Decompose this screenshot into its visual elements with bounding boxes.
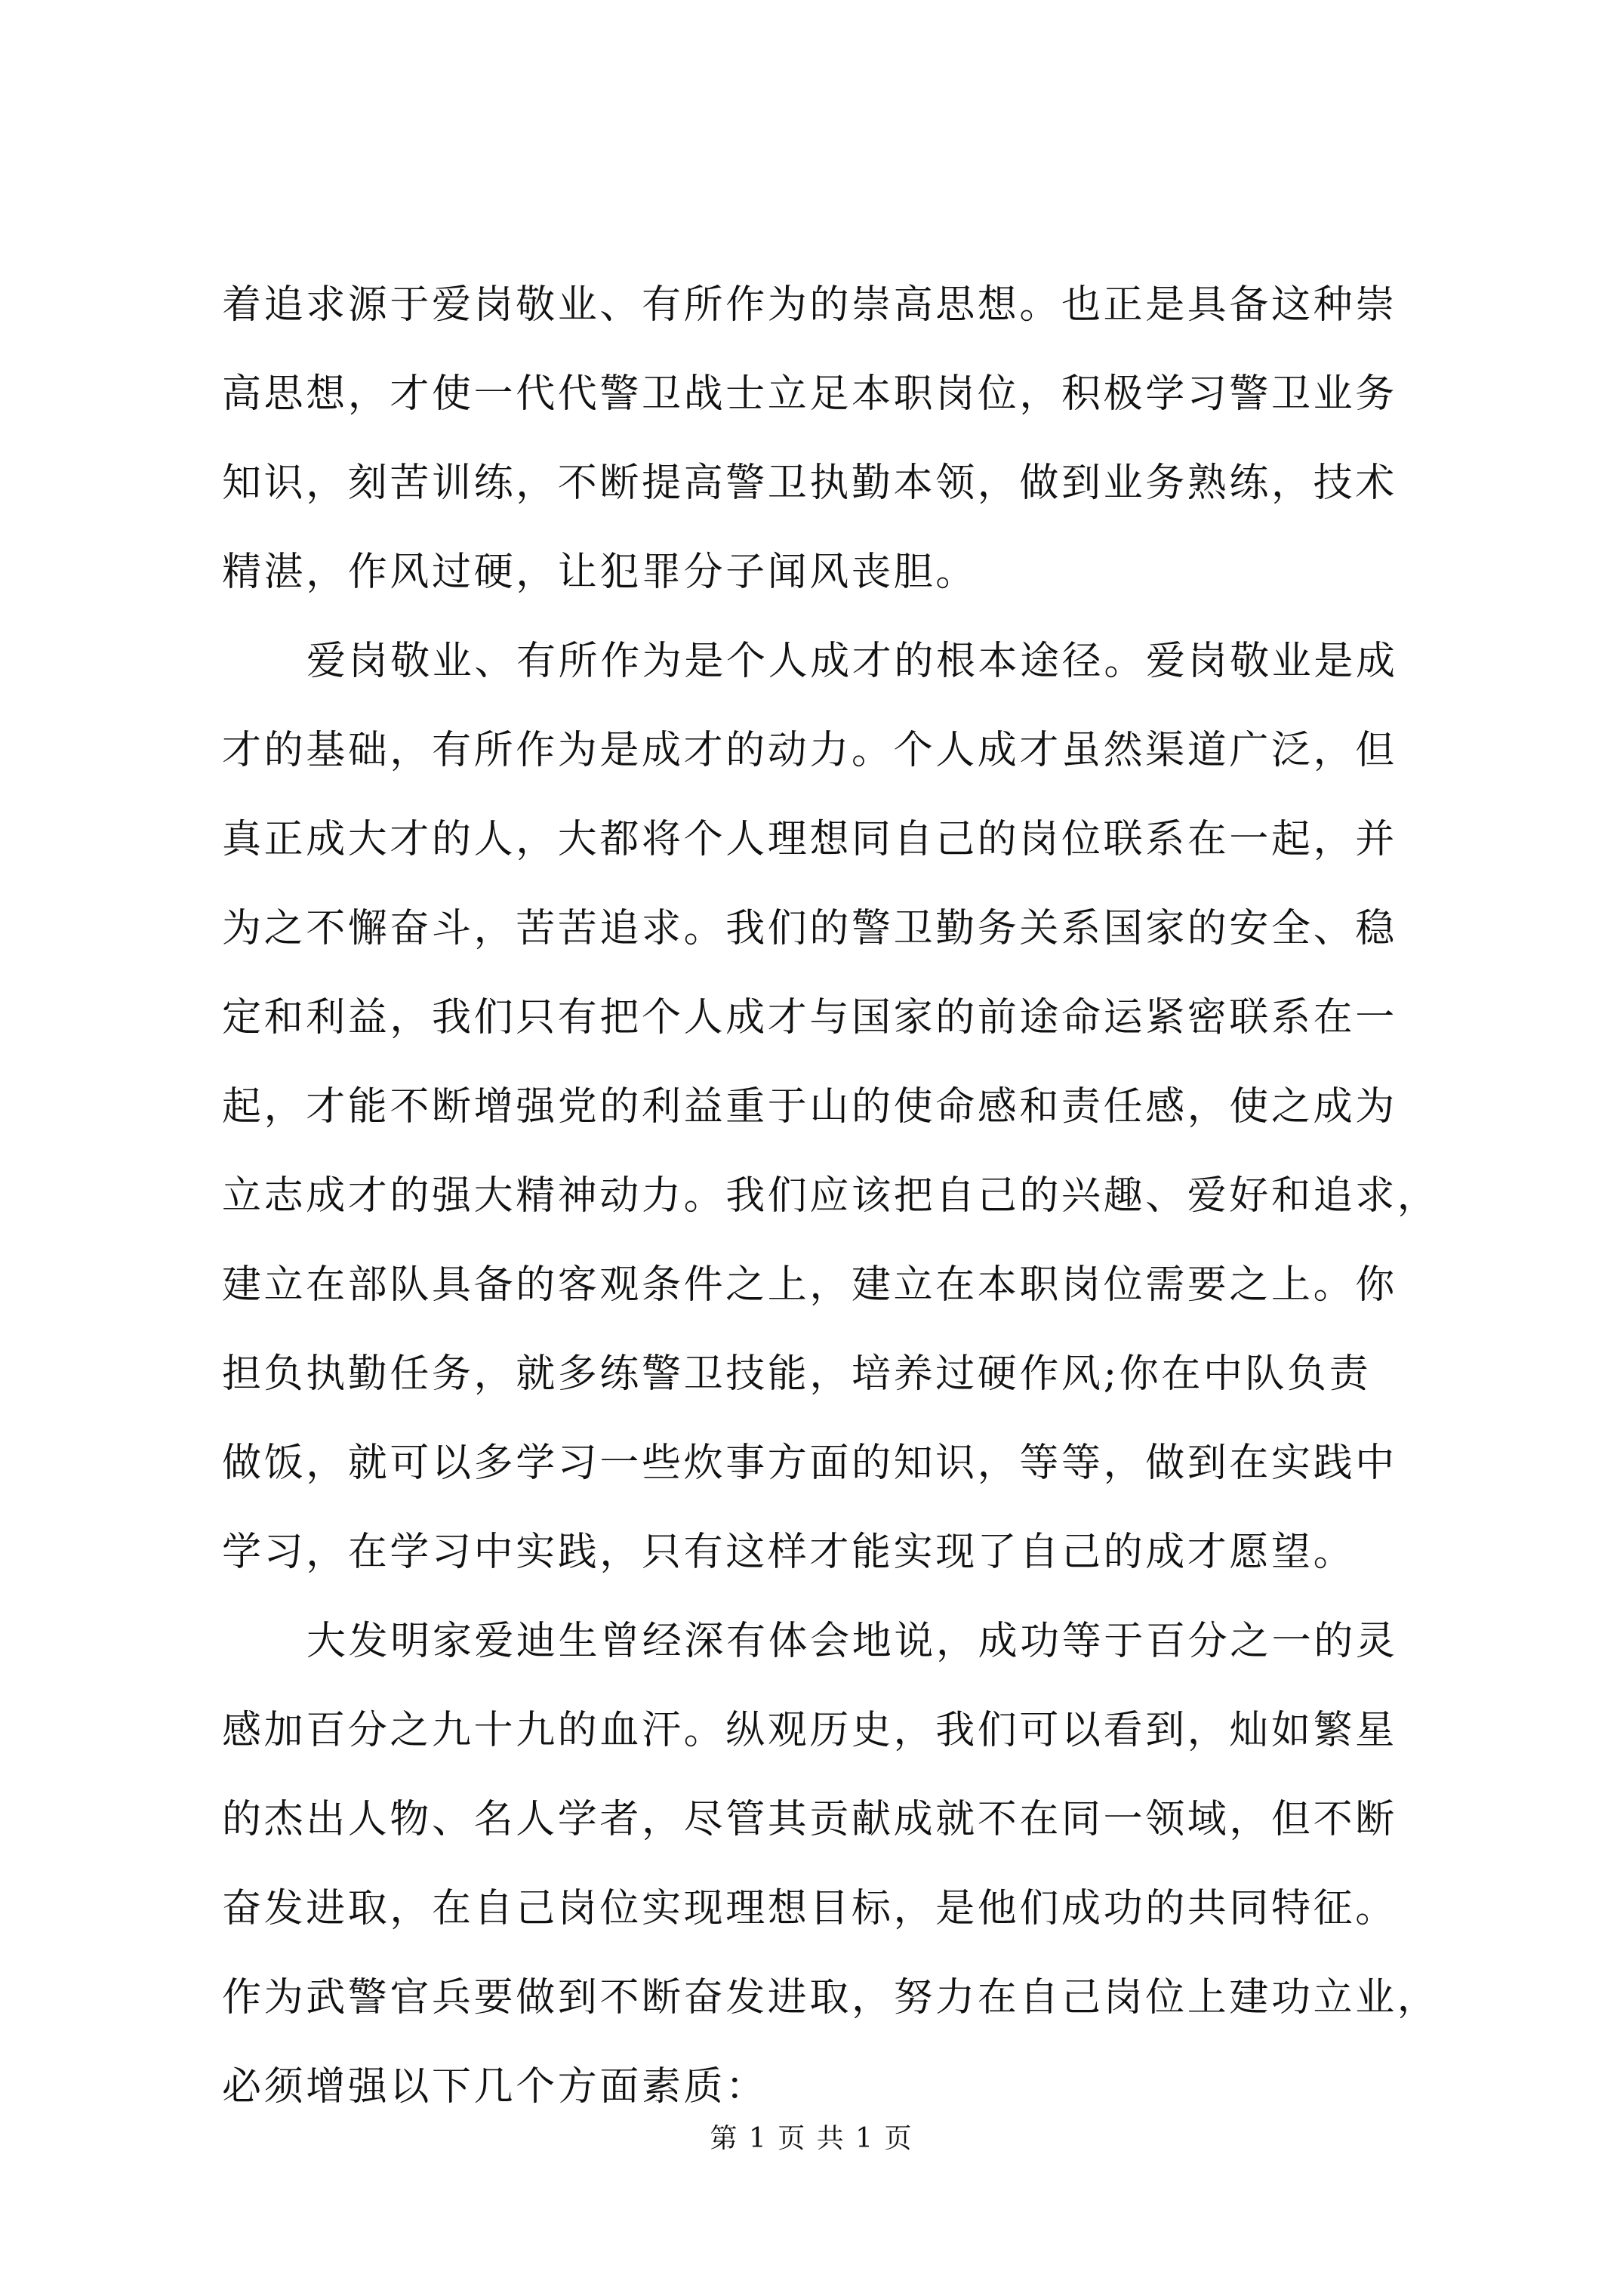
paragraph-3	[222, 1597, 1440, 2131]
text-line: 建立在部队具备的客观条件之上，建立在本职岗位需要之上。你	[222, 1262, 1397, 1308]
text-line: 起，才能不断增强党的利益重于山的使命感和责任感，使之成为	[222, 1084, 1397, 1130]
page-number-footer: 第 1 页 共 1 页	[710, 2123, 913, 2154]
text-line: 作为武警官兵要做到不断奋发进取，努力在自己岗位上建功立业，	[222, 1975, 1440, 2020]
text-line: 担负执勤任务，就多练警卫技能，培养过硬作风;你在中队负责	[222, 1351, 1372, 1397]
text-line: 定和利益，我们只有把个人成才与国家的前途命运紧密联系在一	[222, 995, 1397, 1040]
text-line: 的杰出人物、名人学者，尽管其贡献成就不在同一领域，但不断	[222, 1797, 1397, 1842]
paragraph-1	[222, 260, 1415, 617]
text-line: 爱岗敬业、有所作为是个人成才的根本途径。爱岗敬业是成	[306, 639, 1398, 684]
paragraph-2	[222, 617, 1440, 1597]
text-line: 必须增强以下几个方面素质：	[222, 2064, 768, 2110]
text-line: 做饭，就可以多学习一些炊事方面的知识，等等，做到在实践中	[222, 1441, 1397, 1486]
text-line: 真正成大才的人，大都将个人理想同自己的岗位联系在一起，并	[222, 817, 1397, 862]
text-line: 才的基础，有所作为是成才的动力。个人成才虽然渠道广泛，但	[222, 728, 1397, 773]
text-line: 大发明家爱迪生曾经深有体会地说，成功等于百分之一的灵	[306, 1619, 1398, 1664]
text-line: 奋发进取，在自己岗位实现理想目标，是他们成功的共同特征。	[222, 1886, 1397, 1931]
text-line: 精湛，作风过硬，让犯罪分子闻风丧胆。	[222, 550, 978, 595]
text-line: 为之不懈奋斗，苦苦追求。我们的警卫勤务关系国家的安全、稳	[222, 906, 1397, 951]
text-line: 立志成才的强大精神动力。我们应该把自己的兴趣、爱好和追求，	[222, 1173, 1440, 1219]
text-line: 学习，在学习中实践，只有这样才能实现了自己的成才愿望。	[222, 1530, 1356, 1575]
text-line: 知识，刻苦训练，不断提高警卫执勤本领，做到业务熟练，技术	[222, 461, 1397, 506]
text-line: 感加百分之九十九的血汗。纵观历史，我们可以看到，灿如繁星	[222, 1708, 1397, 1753]
text-line: 着追求源于爱岗敬业、有所作为的崇高思想。也正是具备这种崇	[222, 282, 1397, 328]
text-line: 高思想，才使一代代警卫战士立足本职岗位，积极学习警卫业务	[222, 371, 1397, 417]
document-body	[222, 260, 1440, 2131]
